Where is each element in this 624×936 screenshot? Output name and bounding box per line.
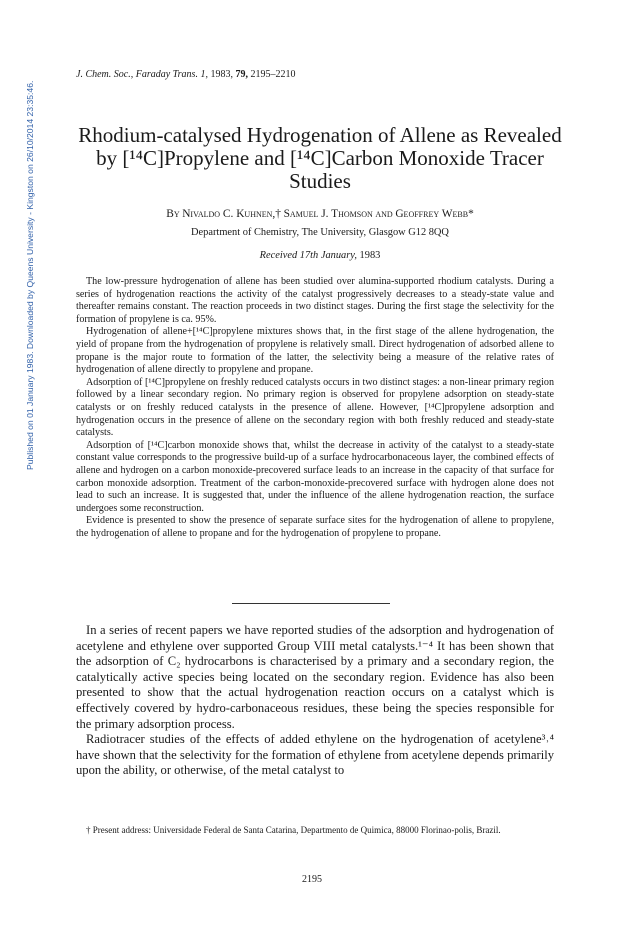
author-webb: Geoffrey Webb* [395,208,474,220]
download-notice: Published on 01 January 1983. Downloaded by Queens University - Kingston on 26/10/2014 23:35:46. [25,80,35,470]
author-thomson: Samuel J. Thomson [283,208,373,220]
and-label: and [375,208,393,220]
abstract-paragraph: Adsorption of [¹⁴C]carbon monoxide shows that, whilst the decrease in activity of the catalyst to a steady-state constant value corresponds to the progressive build-up of a surface hydrocarbonaceous layer, the combined effects of allene and hydrogen on a carbon monoxide-precovered surface leads to an increase in the capacity of that surface for carbon monoxide adsorption. Treatment of the carbon-monoxide-precovered surface with hydrogen alone does not lead to such an increase. It is suggested that, under the influence of the allene hydrogenation reaction, the surface undergoes some reconstruction. [76,439,554,514]
body-text [76,623,554,779]
footnote: † Present address: Universidade Federal de Santa Catarina, Departmento de Quimica, 88000 Florinao-polis, Brazil. [86,825,501,835]
abstract-paragraph: Hydrogenation of allene+[¹⁴C]propylene mixtures shows that, in the first stage of the allene hydrogenation, the yield of propane from the hydrogenation of propylene is relatively small. Direct hydrogenation of adsorbed allene to propane is the major route to formation of the latter, the selectivity being a measure of the relative rates of hydrogenation of allene directly to propylene and propane. [76,326,554,376]
article-title: Rhodium-catalysed Hydrogenation of Allene as Revealed by [¹⁴C]Propylene and [¹⁴C]Carbon Monoxide Tracer Studies [78,123,562,193]
received-line [60,250,580,261]
journal-year: 1983, [210,69,233,80]
journal-pages: 2195–2210 [250,69,296,80]
received-year: 1983 [359,250,381,261]
affiliation: Department of Chemistry, The University, Glasgow G12 8QQ [191,227,449,238]
journal-name: J. Chem. Soc., Faraday Trans. 1, [76,69,208,80]
page-number: 2195 [302,874,322,885]
download-sidebar [0,0,35,600]
journal-citation [76,69,295,80]
received-date: 17th January, [299,250,357,261]
author-kuhnen: Nivaldo C. Kuhnen,† [182,208,281,220]
author-line [60,208,580,220]
body-paragraph: In a series of recent papers we have reported studies of the adsorption and hydrogenation of acetylene and ethylene over supported Group VIII metal catalysts.¹⁻⁴ It has been shown that the adsorption of C₂ hydrocarbons is characterised by a primary and a secondary region, the catalytically active species being located on the secondary region. Evidence has also been presented to show that the actual hydrogenation reaction occurs on a catalyst which is effectively covered by hydro-carbonaceous residues, these being the species responsible for the primary adsorption process. [76,623,554,731]
section-divider [232,603,390,604]
body-paragraph: Radiotracer studies of the effects of added ethylene on the hydrogenation of acetylene³˒⁴ have shown that the selectivity for the formation of ethylene from acetylene depends primarily upon the ability, or otherwise, of the metal catalyst to [76,732,554,778]
abstract [76,276,554,540]
abstract-paragraph: Evidence is presented to show the presence of separate surface sites for the hydrogenation of allene to propylene, the hydrogenation of allene to propane and for the hydrogenation of propylene to propane. [76,515,554,539]
received-label: Received [259,250,298,261]
abstract-paragraph: The low-pressure hydrogenation of allene has been studied over alumina-supported rhodium catalysts. During a series of hydrogenation reactions the activity of the catalyst progressively decreases to a steady-state value and thereafter remains constant. The reaction proceeds in two distinct stages. During the first stage the selectivity for the formation of propylene is ca. 95%. [76,276,554,325]
abstract-paragraph: Adsorption of [¹⁴C]propylene on freshly reduced catalysts occurs in two distinct stages: a non-linear primary region followed by a linear secondary region. No primary region is observed for propylene adsorption on steady-state catalysts or on freshly reduced catalysts in the presence of allene. However, [¹⁴C]propylene adsorption and hydrogenation occurs in the presence of allene on the secondary region with both freshly reduced and steady-state catalysts. [76,376,554,439]
by-label: By [166,208,180,220]
journal-volume: 79, [235,69,248,80]
